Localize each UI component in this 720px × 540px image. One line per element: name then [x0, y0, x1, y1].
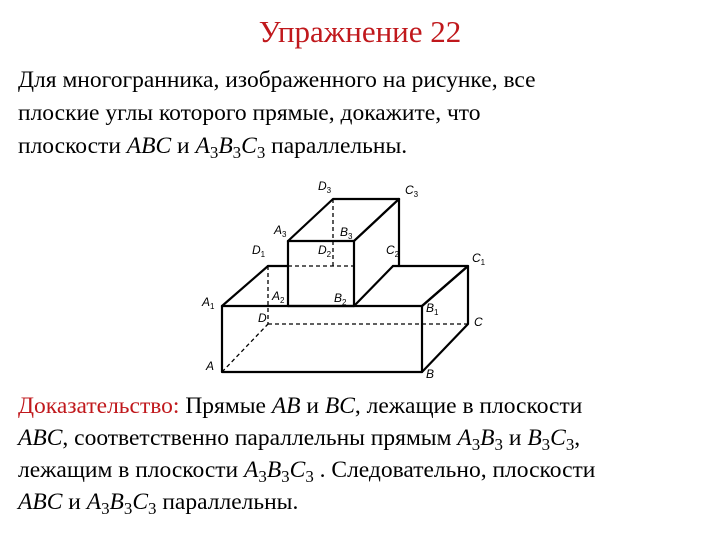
label-B2: $B_2$ [334, 291, 347, 307]
label-B: B [426, 367, 435, 381]
proof-line-2: ABC, соответственно параллельны прямым $A_3B_3$ и $B_3C_3$, [18, 425, 581, 455]
proof-label: Доказательство: [18, 393, 180, 419]
label-A3: $A_3$ [274, 223, 287, 239]
label-D: D [258, 311, 267, 325]
problem-line-2: плоские углы которого прямые, докажите, что [18, 100, 481, 126]
problem-line-3: плоскости ABC и $A_3B_3C_3$ параллельны. [18, 133, 408, 163]
label-A1: $A_1$ [202, 295, 215, 311]
proof-text [18, 390, 710, 518]
label-C: C [474, 315, 483, 329]
edge-lower-top [393, 266, 468, 306]
label-D3: $D_3$ [318, 179, 332, 195]
polyhedron-figure [196, 174, 496, 384]
label-B1: $B_1$ [426, 301, 439, 317]
problem-statement [18, 64, 708, 163]
label-A2: $A_2$ [272, 289, 285, 305]
label-C2: $C_2$ [386, 243, 400, 259]
proof-line-3: лежащим в плоскости $A_3B_3C_3$ . Следовательно, плоскости [18, 457, 596, 487]
label-D1: $D_1$ [252, 243, 266, 259]
label-D2: $D_2$ [318, 243, 332, 259]
label-C3: $C_3$ [405, 183, 419, 199]
label-A: A [206, 359, 215, 373]
slide-title: Упражнение 22 [258, 14, 462, 49]
edge-B2-C2 [354, 266, 393, 306]
proof-line-4: ABC и $A_3B_3C_3$ параллельны. [18, 489, 299, 519]
edge-front-face [222, 306, 422, 372]
edge-right-face [422, 266, 468, 372]
edge-B3-C3 [354, 199, 399, 241]
label-B3: $B_3$ [340, 225, 353, 241]
label-C1: $C_1$ [472, 251, 486, 267]
problem-line-1: Для многогранника, изображенного на рисунке, все [18, 67, 536, 93]
proof-line-1: Доказательство: Прямые AB и BC, лежащие в плоскости [18, 393, 583, 419]
